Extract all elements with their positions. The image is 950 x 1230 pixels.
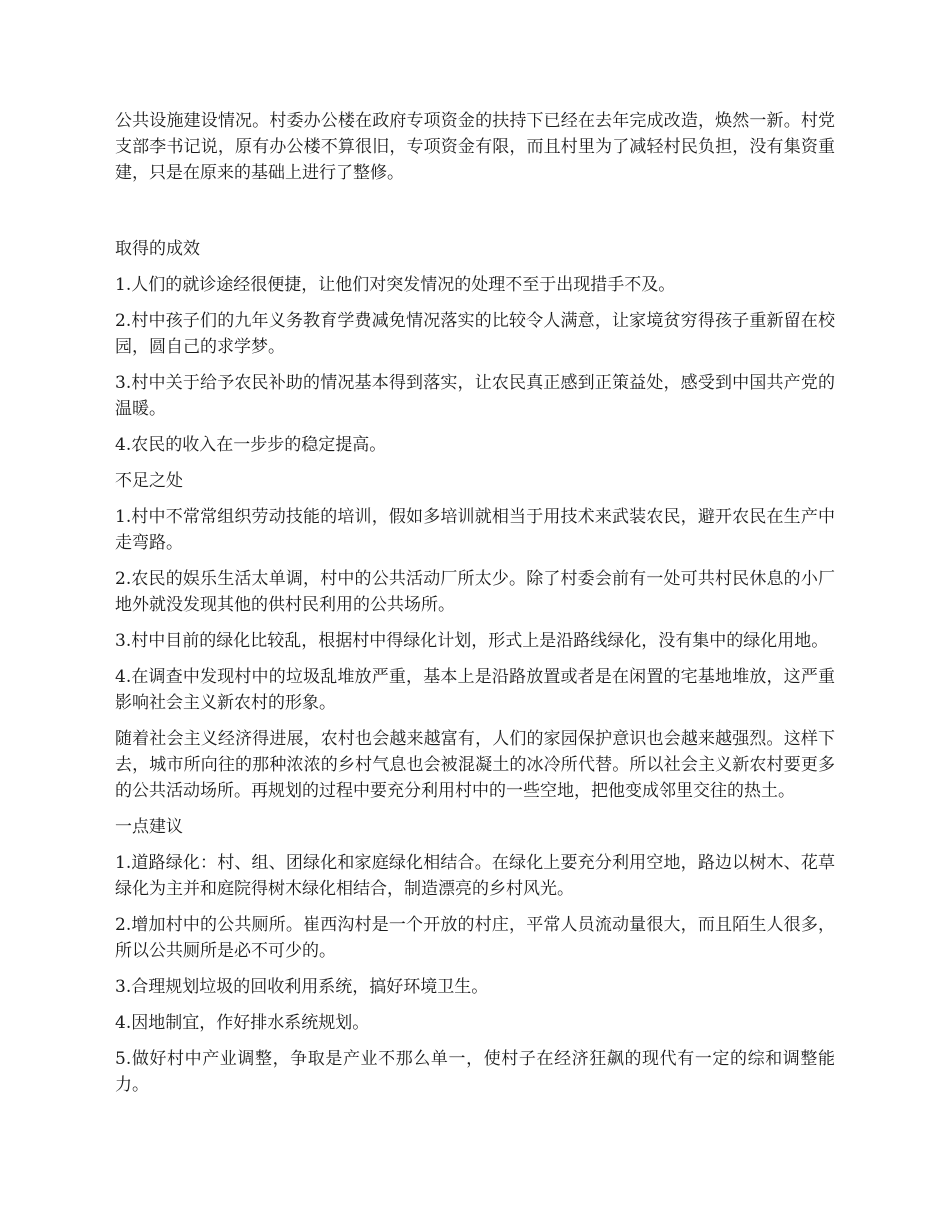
shortcomings-heading: 不足之处: [115, 471, 183, 491]
shortcoming-item: 4.在调查中发现村中的垃圾乱堆放严重，基本上是沿路放置或者是在闲置的宅基地堆放，这严重影响社会主义新农村的形象。: [115, 667, 835, 713]
suggestion-item: 1.道路绿化：村、组、团绿化和家庭绿化相结合。在绿化上要充分利用空地，路边以树木、花草绿化为主并和庭院得树木绿化相结合，制造漂亮的乡村风光。: [115, 853, 835, 899]
suggestion-item: 3.合理规划垃圾的回收利用系统，搞好环境卫生。: [115, 977, 489, 997]
shortcomings-summary: 随着社会主义经济得进展，农村也会越来越富有，人们的家园保护意识也会越来越强烈。这样下去，城市所向往的那种浓浓的乡村气息也会被混凝土的冰冷所代替。所以社会主义新农村要更多的公共活动场所。再规划的过程中要充分利用村中的一些空地，把他变成邻里交往的热土。: [115, 729, 835, 801]
suggestion-item: 4.因地制宜，作好排水系统规划。: [115, 1013, 370, 1033]
suggestions-heading: 一点建议: [115, 817, 183, 837]
suggestion-item: 5.做好村中产业调整，争取是产业不那么单一，使村子在经济狂飙的现代有一定的综和调整能力。: [115, 1049, 835, 1095]
achievement-item: 2.村中孩子们的九年义务教育学费减免情况落实的比较令人满意，让家境贫穷得孩子重新留在校园，圆自己的求学梦。: [115, 311, 835, 357]
shortcoming-item: 1.村中不常常组织劳动技能的培训，假如多培训就相当于用技术来武装农民，避开农民在生产中走弯路。: [115, 507, 835, 553]
achievement-item: 1.人们的就诊途经很便捷，让他们对突发情况的处理不至于出现措手不及。: [115, 275, 676, 295]
shortcoming-item: 3.村中目前的绿化比较乱，根据村中得绿化计划，形式上是沿路线绿化，没有集中的绿化用地。: [115, 631, 829, 651]
achievement-item: 3.村中关于给予农民补助的情况基本得到落实，让农民真正感到正策益处，感受到中国共产党的温暖。: [115, 373, 835, 419]
intro-paragraph: 公共设施建设情况。村委办公楼在政府专项资金的扶持下已经在去年完成改造，焕然一新。村党支部李书记说，原有办公楼不算很旧，专项资金有限，而且村里为了减轻村民负担，没有集资重建，只是在原来的基础上进行了整修。: [115, 111, 835, 183]
achievements-heading: 取得的成效: [115, 239, 200, 259]
achievement-item: 4.农民的收入在一步步的稳定提高。: [115, 435, 387, 455]
shortcoming-item: 2.农民的娱乐生活太单调，村中的公共活动厂所太少。除了村委会前有一处可共村民休息的小厂地外就没发现其他的供村民利用的公共场所。: [115, 569, 835, 615]
suggestion-item: 2.增加村中的公共厕所。崔西沟村是一个开放的村庄，平常人员流动量很大，而且陌生人很多，所以公共厕所是必不可少的。: [115, 915, 835, 961]
